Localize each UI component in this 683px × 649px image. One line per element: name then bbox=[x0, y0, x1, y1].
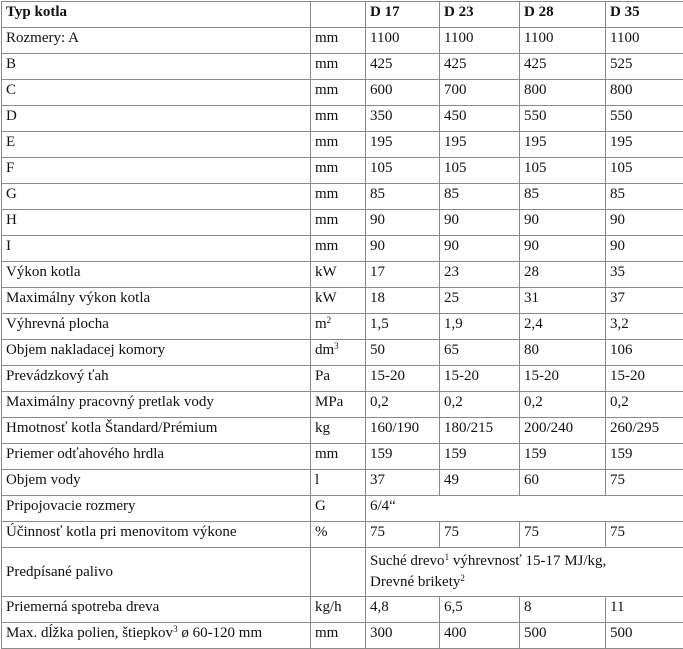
boiler-spec-table bbox=[1, 1, 683, 649]
row-value: 1100 bbox=[520, 28, 606, 54]
table-row bbox=[2, 236, 683, 262]
row-unit: mm bbox=[311, 444, 366, 470]
row-value: 700 bbox=[440, 80, 520, 106]
row-value: 195 bbox=[520, 132, 606, 158]
row-value: 160/190 bbox=[366, 418, 440, 444]
row-label: C bbox=[2, 80, 311, 106]
row-value: 0,2 bbox=[606, 392, 683, 418]
row-value: 1100 bbox=[366, 28, 440, 54]
row-value: 450 bbox=[440, 106, 520, 132]
row-value: 105 bbox=[606, 158, 683, 184]
row-label: H bbox=[2, 210, 311, 236]
row-unit: mm bbox=[311, 80, 366, 106]
row-value: 4,8 bbox=[366, 597, 440, 623]
row-value: 8 bbox=[520, 597, 606, 623]
row-value: 500 bbox=[606, 623, 683, 649]
row-unit: mm bbox=[311, 132, 366, 158]
row-label: Priemer odťahového hrdla bbox=[2, 444, 311, 470]
row-value: 75 bbox=[606, 522, 683, 548]
row-unit: kW bbox=[311, 288, 366, 314]
row-value: 31 bbox=[520, 288, 606, 314]
row-value: 159 bbox=[606, 444, 683, 470]
header-model: D 17 bbox=[366, 2, 440, 28]
row-unit: Pa bbox=[311, 366, 366, 392]
footnote-mark: 3 bbox=[173, 624, 178, 634]
row-value: 75 bbox=[606, 470, 683, 496]
row-label: Rozmery: A bbox=[2, 28, 311, 54]
row-value: 50 bbox=[366, 340, 440, 366]
row-label: E bbox=[2, 132, 311, 158]
row-label: Predpísané palivo bbox=[2, 548, 311, 597]
row-unit: l bbox=[311, 470, 366, 496]
row-value: 28 bbox=[520, 262, 606, 288]
row-unit: kg/h bbox=[311, 597, 366, 623]
row-label: G bbox=[2, 184, 311, 210]
table-header-row bbox=[2, 2, 683, 28]
row-label: F bbox=[2, 158, 311, 184]
row-label: Objem vody bbox=[2, 470, 311, 496]
row-value: 80 bbox=[520, 340, 606, 366]
row-unit bbox=[311, 548, 366, 597]
table-row bbox=[2, 314, 683, 340]
row-unit: mm bbox=[311, 54, 366, 80]
row-value: 3,2 bbox=[606, 314, 683, 340]
row-value: 90 bbox=[606, 236, 683, 262]
row-value: 425 bbox=[366, 54, 440, 80]
row-value: 195 bbox=[606, 132, 683, 158]
table-row bbox=[2, 106, 683, 132]
row-value: 90 bbox=[520, 210, 606, 236]
row-unit: mm bbox=[311, 623, 366, 649]
row-value: 525 bbox=[606, 54, 683, 80]
row-value: 300 bbox=[366, 623, 440, 649]
row-value: 105 bbox=[520, 158, 606, 184]
row-value: 800 bbox=[520, 80, 606, 106]
row-unit: MPa bbox=[311, 392, 366, 418]
row-unit: G bbox=[311, 496, 366, 522]
row-label: Účinnosť kotla pri menovitom výkone bbox=[2, 522, 311, 548]
row-value: 85 bbox=[520, 184, 606, 210]
row-value: 1100 bbox=[606, 28, 683, 54]
table-row bbox=[2, 548, 683, 597]
row-value: 90 bbox=[366, 236, 440, 262]
table-row bbox=[2, 366, 683, 392]
table-row bbox=[2, 158, 683, 184]
table-row bbox=[2, 597, 683, 623]
row-value: 25 bbox=[440, 288, 520, 314]
unit-base: dm bbox=[315, 342, 334, 358]
row-value: 195 bbox=[440, 132, 520, 158]
row-label: Výkon kotla bbox=[2, 262, 311, 288]
row-value: 2,4 bbox=[520, 314, 606, 340]
row-value: 65 bbox=[440, 340, 520, 366]
row-value: 15-20 bbox=[520, 366, 606, 392]
row-value: 85 bbox=[440, 184, 520, 210]
row-unit: mm bbox=[311, 210, 366, 236]
merged-value: 6/4“ bbox=[366, 496, 683, 522]
row-unit: mm bbox=[311, 158, 366, 184]
row-value: 15-20 bbox=[366, 366, 440, 392]
row-value: 6,5 bbox=[440, 597, 520, 623]
header-unit bbox=[311, 2, 366, 28]
row-value: 0,2 bbox=[366, 392, 440, 418]
row-unit: % bbox=[311, 522, 366, 548]
table-row bbox=[2, 262, 683, 288]
row-label: Maximálny výkon kotla bbox=[2, 288, 311, 314]
row-unit bbox=[311, 314, 366, 340]
row-value: 85 bbox=[366, 184, 440, 210]
row-value: 105 bbox=[366, 158, 440, 184]
table-row bbox=[2, 80, 683, 106]
table-row bbox=[2, 340, 683, 366]
row-value: 106 bbox=[606, 340, 683, 366]
table-row bbox=[2, 444, 683, 470]
row-value: 159 bbox=[520, 444, 606, 470]
row-value: 17 bbox=[366, 262, 440, 288]
row-value: 90 bbox=[440, 210, 520, 236]
row-value: 1,9 bbox=[440, 314, 520, 340]
table-row bbox=[2, 184, 683, 210]
row-value: 260/295 bbox=[606, 418, 683, 444]
table-row bbox=[2, 522, 683, 548]
table-row bbox=[2, 470, 683, 496]
row-unit: mm bbox=[311, 106, 366, 132]
row-label: Hmotnosť kotla Štandard/Prémium bbox=[2, 418, 311, 444]
table-row bbox=[2, 392, 683, 418]
header-label: Typ kotla bbox=[2, 2, 311, 28]
row-value: 105 bbox=[440, 158, 520, 184]
row-unit bbox=[311, 340, 366, 366]
row-value: 1,5 bbox=[366, 314, 440, 340]
row-value: 85 bbox=[606, 184, 683, 210]
row-label: D bbox=[2, 106, 311, 132]
row-value: 0,2 bbox=[520, 392, 606, 418]
row-label: Prevádzkový ťah bbox=[2, 366, 311, 392]
table-row bbox=[2, 132, 683, 158]
row-value: 90 bbox=[606, 210, 683, 236]
footnote-mark: 1 bbox=[445, 552, 450, 562]
table-row bbox=[2, 28, 683, 54]
row-value: 60 bbox=[520, 470, 606, 496]
row-value: 159 bbox=[366, 444, 440, 470]
row-value: 75 bbox=[366, 522, 440, 548]
row-value: 49 bbox=[440, 470, 520, 496]
table-row bbox=[2, 496, 683, 522]
row-unit: kg bbox=[311, 418, 366, 444]
row-value: 90 bbox=[440, 236, 520, 262]
row-value: 195 bbox=[366, 132, 440, 158]
row-value: 500 bbox=[520, 623, 606, 649]
table-row bbox=[2, 210, 683, 236]
row-value: 35 bbox=[606, 262, 683, 288]
row-unit: mm bbox=[311, 28, 366, 54]
table-row bbox=[2, 623, 683, 649]
table-row bbox=[2, 288, 683, 314]
row-value: 75 bbox=[520, 522, 606, 548]
row-value: 90 bbox=[366, 210, 440, 236]
row-label: Maximálny pracovný pretlak vody bbox=[2, 392, 311, 418]
row-label: Priemerná spotreba dreva bbox=[2, 597, 311, 623]
row-label: B bbox=[2, 54, 311, 80]
row-value: 11 bbox=[606, 597, 683, 623]
row-value: 425 bbox=[440, 54, 520, 80]
footnote-mark: 2 bbox=[460, 573, 465, 583]
unit-base: m bbox=[315, 316, 327, 332]
row-value: 37 bbox=[366, 470, 440, 496]
row-label: Pripojovacie rozmery bbox=[2, 496, 311, 522]
row-value: 15-20 bbox=[606, 366, 683, 392]
row-unit: kW bbox=[311, 262, 366, 288]
row-value: 0,2 bbox=[440, 392, 520, 418]
row-unit: mm bbox=[311, 236, 366, 262]
row-value: 90 bbox=[520, 236, 606, 262]
row-value: 18 bbox=[366, 288, 440, 314]
row-value: 400 bbox=[440, 623, 520, 649]
row-label: Max. dĺžka polien, štiepkov$^3$ ø 60-120 mm bbox=[2, 623, 311, 649]
row-value: 23 bbox=[440, 262, 520, 288]
row-label: Výhrevná plocha bbox=[2, 314, 311, 340]
row-value: 425 bbox=[520, 54, 606, 80]
row-value: 800 bbox=[606, 80, 683, 106]
row-unit: mm bbox=[311, 184, 366, 210]
row-value: 550 bbox=[520, 106, 606, 132]
table-row bbox=[2, 418, 683, 444]
row-value: 37 bbox=[606, 288, 683, 314]
row-value: 75 bbox=[440, 522, 520, 548]
table-row bbox=[2, 54, 683, 80]
row-label: I bbox=[2, 236, 311, 262]
row-value: 1100 bbox=[440, 28, 520, 54]
unit-exponent: 3 bbox=[334, 341, 339, 351]
row-label: Objem nakladacej komory bbox=[2, 340, 311, 366]
unit-exponent: 2 bbox=[327, 315, 332, 325]
row-value: 159 bbox=[440, 444, 520, 470]
fuel-description: Suché drevo$^1$ výhrevnosť 15-17 MJ/kg, Drevné brikety$^2$ bbox=[366, 548, 683, 597]
header-model: D 28 bbox=[520, 2, 606, 28]
row-value: 200/240 bbox=[520, 418, 606, 444]
header-model: D 23 bbox=[440, 2, 520, 28]
row-value: 15-20 bbox=[440, 366, 520, 392]
header-model: D 35 bbox=[606, 2, 683, 28]
row-value: 600 bbox=[366, 80, 440, 106]
row-value: 350 bbox=[366, 106, 440, 132]
row-value: 550 bbox=[606, 106, 683, 132]
row-value: 180/215 bbox=[440, 418, 520, 444]
